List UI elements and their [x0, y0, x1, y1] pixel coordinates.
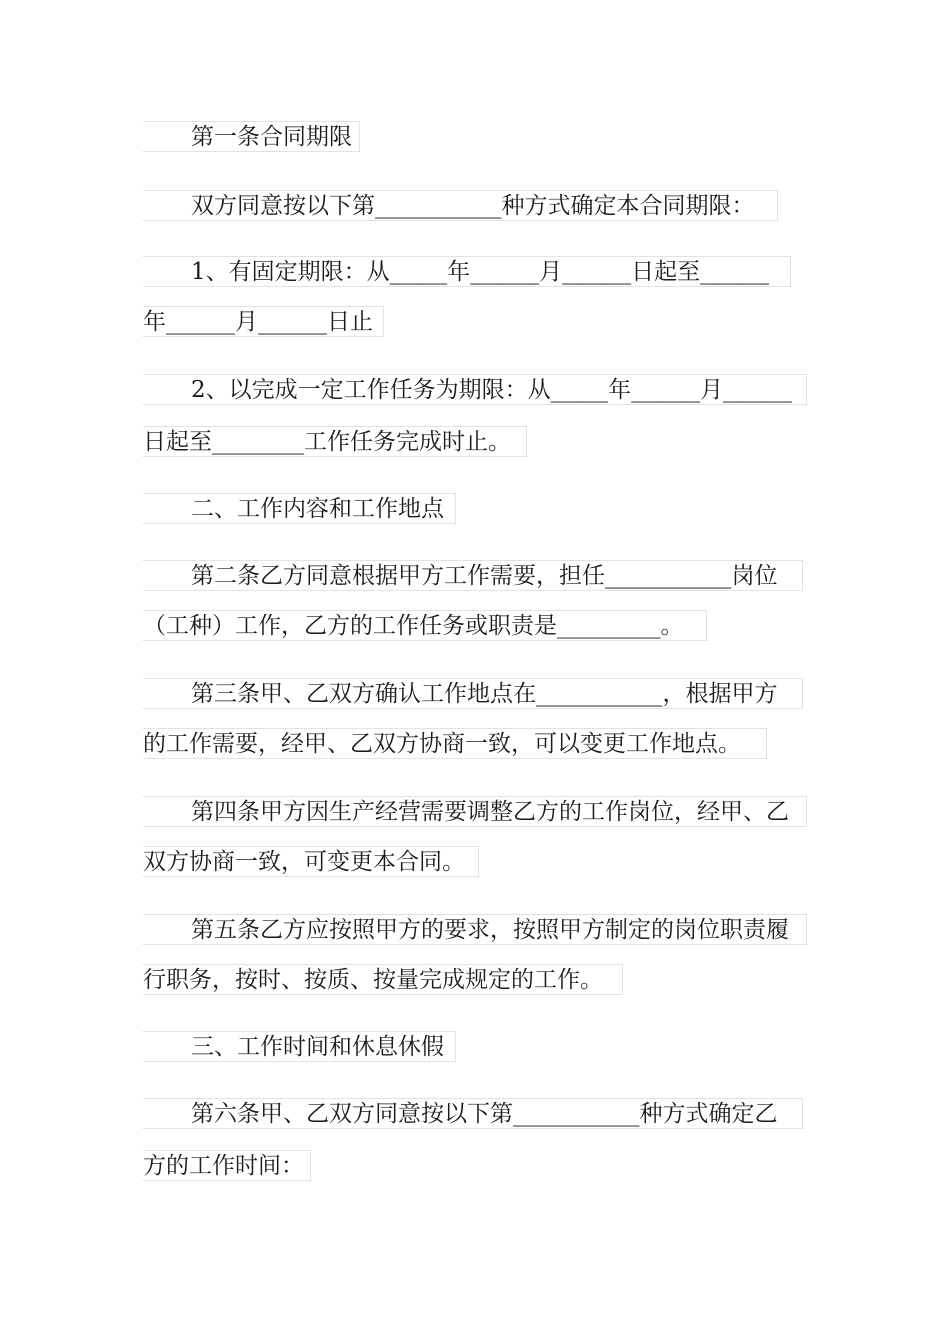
paragraph-line: 第六条甲、乙双方同意按以下第___________种方式确定乙 [143, 1098, 803, 1129]
paragraph-line: 第四条甲方因生产经营需要调整乙方的工作岗位，经甲、乙 [143, 796, 807, 827]
clause-heading: 第一条合同期限 [143, 121, 360, 152]
paragraph-line: 年______月______日止 [143, 306, 384, 337]
section-heading: 二、工作内容和工作地点 [143, 493, 456, 524]
section-heading: 三、工作时间和休息休假 [143, 1031, 456, 1062]
paragraph-line: 的工作需要，经甲、乙双方协商一致，可以变更工作地点。 [143, 728, 767, 759]
paragraph-line: 双方同意按以下第___________种方式确定本合同期限： [143, 190, 778, 221]
paragraph-line: 行职务，按时、按质、按量完成规定的工作。 [143, 964, 623, 995]
paragraph-line: 2、以完成一定工作任务为期限：从_____年______月______ [143, 374, 807, 405]
paragraph-line: 第二条乙方同意根据甲方工作需要，担任___________岗位 [143, 560, 803, 591]
paragraph-line: 第五条乙方应按照甲方的要求，按照甲方制定的岗位职责履 [143, 914, 807, 945]
paragraph-line: 1、有固定期限：从_____年______月______日起至______ [143, 256, 791, 287]
paragraph-line: 日起至________工作任务完成时止。 [143, 426, 527, 457]
paragraph-line: 双方协商一致，可变更本合同。 [143, 846, 479, 877]
paragraph-line: 第三条甲、乙双方确认工作地点在___________，根据甲方 [143, 678, 803, 709]
paragraph-line: 方的工作时间： [143, 1150, 311, 1181]
paragraph-line: （工种）工作，乙方的工作任务或职责是_________。 [143, 610, 707, 641]
